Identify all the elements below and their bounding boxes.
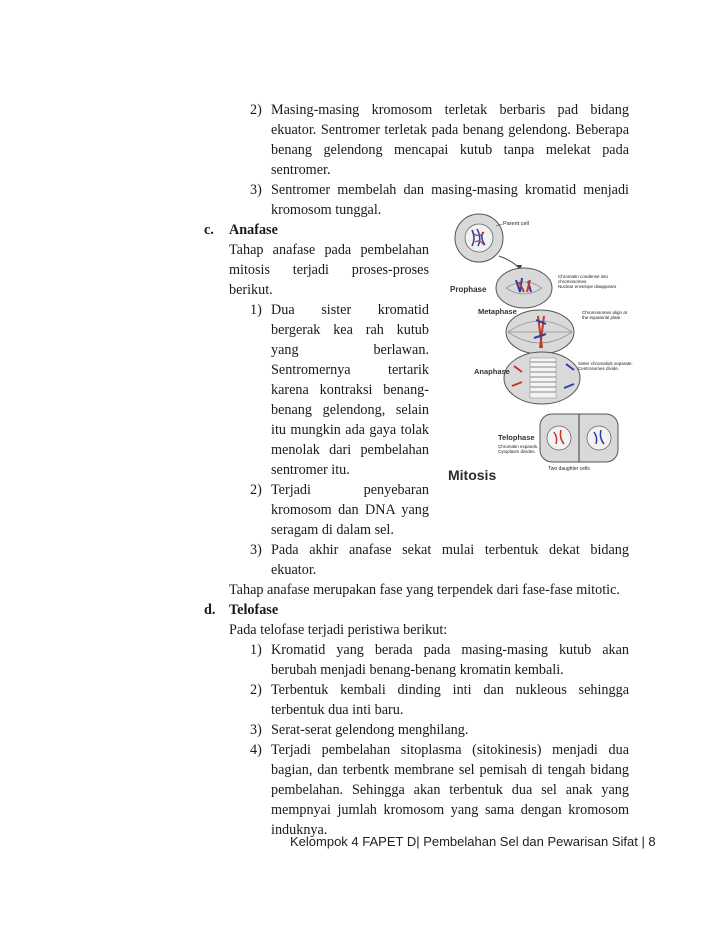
list-item-line: pembelahan. Sehingga akan terbentuk dua sel anak yang xyxy=(271,782,629,798)
note-anaphase-2: Centrosomes divide. xyxy=(578,366,620,371)
parent-nucleus xyxy=(465,224,493,252)
list-number: 2) xyxy=(250,482,262,498)
list-item-line: Kromatid yang berada pada masing-masing kutub akan xyxy=(271,642,629,658)
list-item-line: induknya. xyxy=(271,822,328,838)
section-letter: c. xyxy=(204,222,214,238)
note-telophase-1: Chromatin expands. xyxy=(498,444,539,449)
list-item-line: menolak dari pembelahan xyxy=(271,442,429,458)
list-item-line: seragam di dalam sel. xyxy=(271,522,394,538)
list-item-line: mempnyai jumlah kromosom yang sama dengan kromosom xyxy=(271,802,629,818)
note-telophase-2: Cytoplasm divides. xyxy=(498,449,536,454)
label-daughter-cells: Two daughter cells xyxy=(548,466,590,472)
list-item-line: kromosom tunggal. xyxy=(271,202,382,218)
list-number: 3) xyxy=(250,722,262,738)
list-number: 1) xyxy=(250,642,262,658)
list-item-line: benang gelendong, selain xyxy=(271,402,429,418)
list-item-line: benang gelendong mencapai kutub tanpa melekat pada xyxy=(271,142,629,158)
list-item-line: terbentuk dua inti baru. xyxy=(271,702,404,718)
note-anaphase-1: Sister chromatids separate. xyxy=(578,361,633,366)
list-item-line: sentromer. xyxy=(271,162,331,178)
list-item-line: Terbentuk kembali dinding inti dan nukleous sehingga xyxy=(271,682,629,698)
list-item-line: itu mungkin ada gaya tolak xyxy=(271,422,429,438)
paragraph-line: Tahap anafase pada pembelahan xyxy=(229,242,429,258)
list-item-line: berubah menjadi benang-benang kromatin kembali. xyxy=(271,662,564,678)
figure-title: Mitosis xyxy=(448,467,497,483)
list-number: 3) xyxy=(250,182,262,198)
section-letter: d. xyxy=(204,602,216,618)
list-number: 2) xyxy=(250,102,262,118)
list-item-line: Pada akhir anafase sekat mulai terbentuk dekat bidang xyxy=(271,542,629,558)
prophase-cell xyxy=(496,268,552,308)
list-item-line: bagian, dan terbentk membrane sel pemisah di tengah bidang xyxy=(271,762,629,778)
list-item-line: ekuator. xyxy=(271,562,317,578)
note-prophase-2: chromosomes. xyxy=(558,279,588,284)
note-prophase-3: Nuclear envelope disappears xyxy=(558,284,617,289)
list-item-line: ekuator. Sentromer terletak pada benang gelendong. Beberapa xyxy=(271,122,629,138)
note-metaphase-1: Chromosomes align at xyxy=(582,310,628,315)
list-number: 4) xyxy=(250,742,262,758)
note-metaphase-2: the equatorial plate. xyxy=(582,315,622,320)
label-telophase: Telophase xyxy=(498,433,535,442)
daughter-nucleus xyxy=(587,426,611,450)
list-item-line: karena kontraksi benang- xyxy=(271,382,429,398)
paragraph-line: Tahap anafase merupakan fase yang terpendek dari fase-fase mitotic. xyxy=(229,582,620,598)
list-item-line: Masing-masing kromosom terletak berbaris pad bidang xyxy=(271,102,629,118)
mitosis-diagram xyxy=(444,210,644,490)
list-item-line: bergerak kea rah kutub xyxy=(271,322,429,338)
list-item-line: Terjadi penyebaran xyxy=(271,482,429,498)
list-number: 3) xyxy=(250,542,262,558)
list-number: 1) xyxy=(250,302,262,318)
daughter-nucleus xyxy=(547,426,571,450)
label-metaphase: Metaphase xyxy=(478,307,517,316)
label-parent-cell: Parent cell xyxy=(503,221,529,227)
label-prophase: Prophase xyxy=(450,285,487,294)
section-heading: Telofase xyxy=(229,602,279,618)
list-item-line: kromosom dan DNA yang xyxy=(271,502,429,518)
list-item-line: Dua sister kromatid xyxy=(271,302,429,318)
paragraph-line: berikut. xyxy=(229,282,273,298)
list-item-line: sentromer itu. xyxy=(271,462,350,478)
paragraph-line: mitosis terjadi proses-proses xyxy=(229,262,429,278)
list-item-line: Sentromer membelah dan masing-masing kromatid menjadi xyxy=(271,182,629,198)
list-item-line: yang berlawan. xyxy=(271,342,429,358)
list-item-line: Terjadi pembelahan sitoplasma (sitokinesis) menjadi dua xyxy=(271,742,629,758)
section-heading: Anafase xyxy=(229,222,278,238)
note-prophase-1: Chromatin condense into xyxy=(558,274,609,279)
list-item-line: Serat-serat gelendong menghilang. xyxy=(271,722,469,738)
paragraph-line: Pada telofase terjadi peristiwa berikut: xyxy=(229,622,448,638)
list-item-line: Sentromernya tertarik xyxy=(271,362,429,378)
page-footer: Kelompok 4 FAPET D| Pembelahan Sel dan Pewarisan Sifat | 8 xyxy=(290,834,656,849)
list-number: 2) xyxy=(250,682,262,698)
label-anaphase: Anaphase xyxy=(474,367,510,376)
